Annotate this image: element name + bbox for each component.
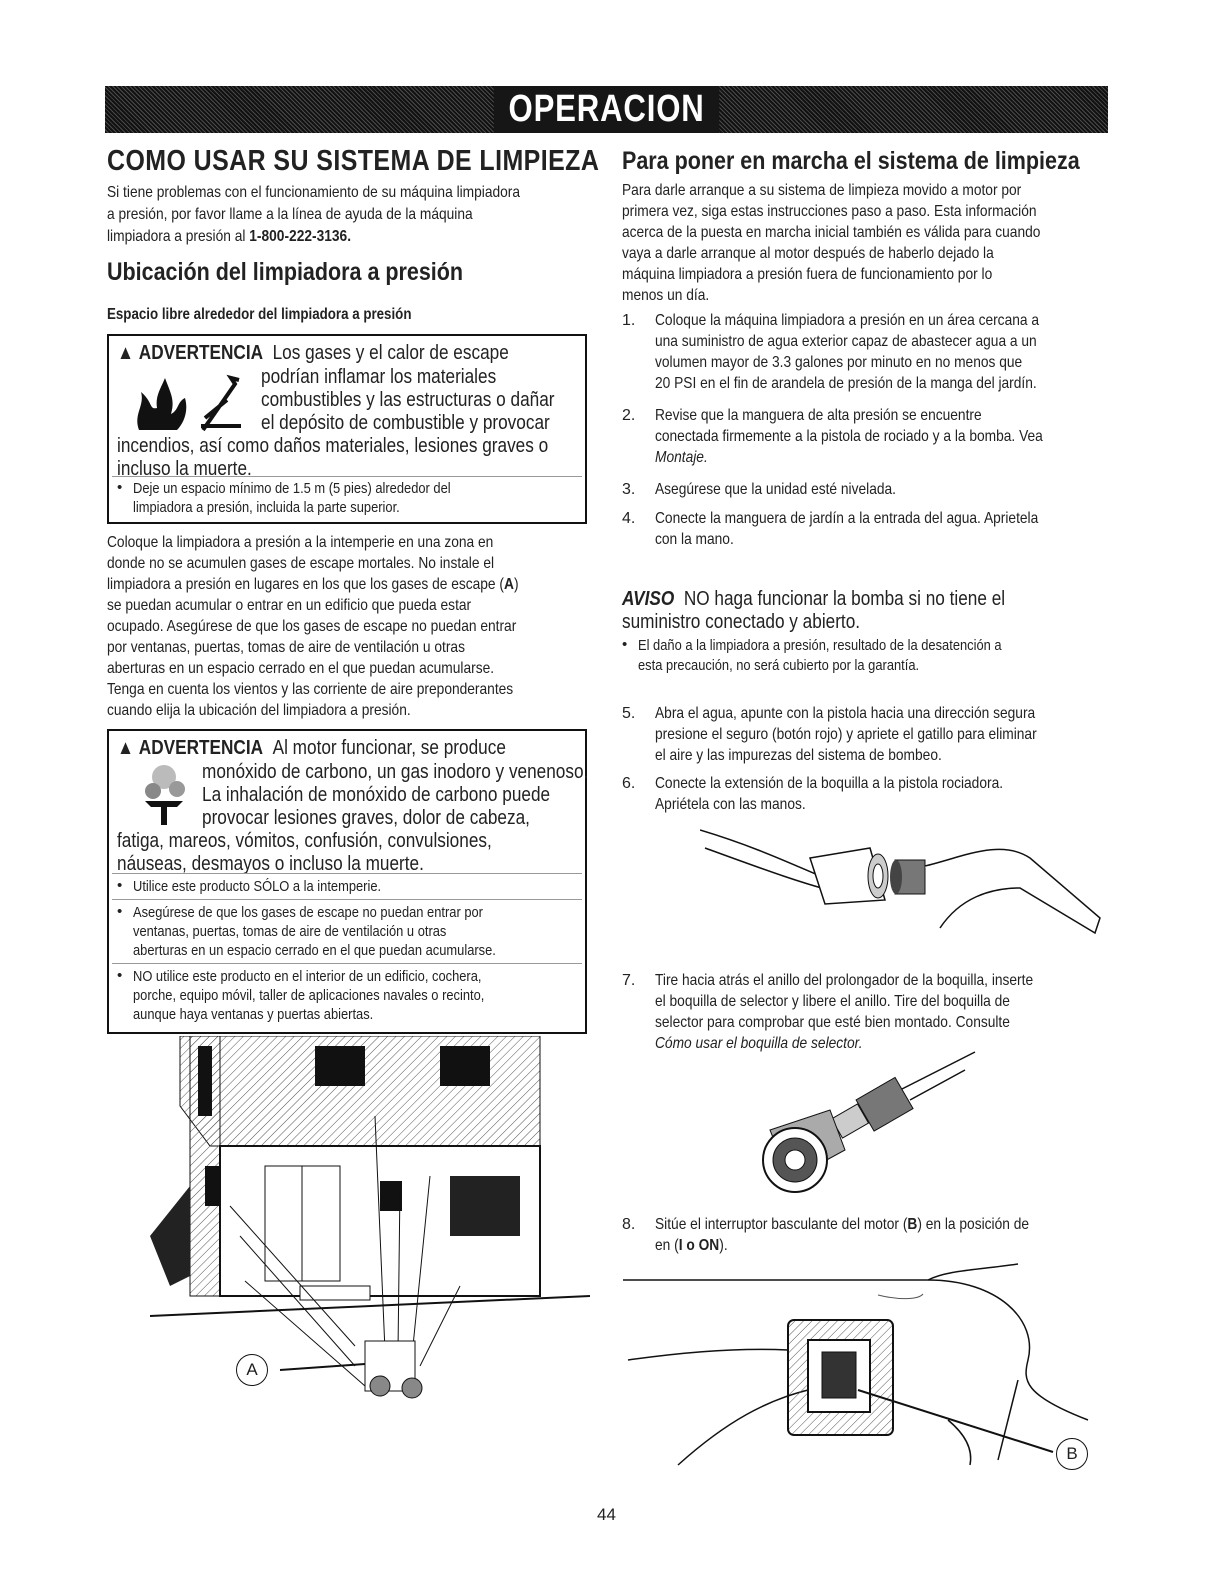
intro-line: máquina limpiadora a presión fuera de funcionamiento por lo [622, 266, 993, 283]
warning-box-carbon-monoxide [107, 729, 587, 1034]
warning-line-2: podrían inflamar los materiales [261, 366, 497, 388]
warning-bullet-line: aberturas en un espacio cerrado en el que puedan acumularse. [133, 942, 496, 959]
step-reference: Montaje. [655, 449, 708, 466]
warning-label: ADVERTENCIA [138, 342, 264, 364]
bullet-icon: • [117, 967, 123, 984]
main-title: COMO USAR SU SISTEMA DE LIMPIEZA [107, 145, 600, 177]
step-line: Abra el agua, apunte con la pistola hacia una dirección segura [655, 705, 1036, 722]
step-number: 2. [622, 407, 636, 424]
step-line: Apriételа con las manos. [655, 796, 806, 813]
warning-bullet-line: aunque haya ventanas y puertas abiertas. [133, 1006, 374, 1023]
step-line: Asegúrese que la unidad esté nivelada. [655, 481, 896, 498]
intro-line: acerca de la puesta en marcha inicial también es válida para cuando [622, 224, 1041, 241]
bullet-icon: • [117, 479, 123, 496]
step-line: el boquilla de selector y libere el anillo. Tire del boquilla de [655, 993, 1010, 1010]
notice-line-1: AVISO NO haga funcionar la bomba si no tiene el [622, 588, 1006, 610]
warning-line-5: fatiga, mareos, vómitos, confusión, convulsiones, [117, 830, 492, 852]
step-line: 20 PSI en el fin de arandela de presión de la manga del jardín. [655, 375, 1037, 392]
intro-line-1: Si tiene problemas con el funcionamiento de su máquina limpiadora [107, 184, 521, 201]
warning-bullet-line: Deje un espacio mínimo de 1.5 m (5 pies) alrededor del [133, 480, 451, 497]
warning-line-6: incluso la muerte. [117, 458, 252, 480]
body-line: ocupado. Asegúrese de que los gases de escape no puedan entrar [107, 618, 517, 635]
subsection-title-clearance: Espacio libre alrededor del limpiadora a presión [107, 306, 412, 323]
intro-line-2: a presión, por favor llame a la línea de ayuda de la máquina [107, 206, 473, 223]
warning-bullet-line: limpiadora a presión, incluida la parte superior. [133, 499, 400, 516]
section-banner [105, 86, 1108, 133]
step-number: 3. [622, 481, 636, 498]
warning-bullet-line: Utilice este producto SÓLO a la intemperie. [133, 878, 382, 895]
helpline-phone: 1-800-222-3136. [249, 228, 352, 245]
divider [112, 873, 582, 874]
selector-nozzle-illustration [750, 1050, 985, 1200]
step-number: 8. [622, 1216, 636, 1233]
house-clearance-illustration [150, 1036, 590, 1406]
toxic-fumes-icon [131, 765, 197, 827]
ref-letter: A [503, 576, 514, 593]
step-number: 7. [622, 972, 636, 989]
body-line: Coloque la limpiadora a presión a la intemperie en una zona en [107, 534, 494, 551]
intro-line: vaya a darle arranque al motor después de haberlo dejado la [622, 245, 994, 262]
body-line: Tenga en cuenta los vientos y las corriente de aire preponderantes [107, 681, 514, 698]
step-line: Coloque la máquina limpiadora a presión en un área cercana a [655, 312, 1040, 329]
notice-line-2: suministro conectado y abierto. [622, 611, 861, 633]
step-reference: Cómo usar el boquilla de selector. [655, 1035, 863, 1052]
nozzle-extension-illustration [700, 818, 1105, 958]
notice-label: AVISO [622, 588, 675, 610]
step-line: el aire y las impurezas del sistema de bombeo. [655, 747, 942, 764]
section-title-start: Para poner en marcha el sistema de limpieza [622, 147, 1080, 175]
step-number: 6. [622, 775, 636, 792]
warning-line-6: náuseas, desmayos o incluso la muerte. [117, 853, 424, 875]
step-line: volumen mayor de 3.3 galones por minuto en no menos que [655, 354, 1023, 371]
warning-line-5: incendios, así como daños materiales, lesiones graves o [117, 435, 549, 457]
step-number: 4. [622, 510, 636, 527]
warning-line-1: ▲ ADVERTENCIA Los gases y el calor de escape [117, 342, 509, 364]
intro-line: menos un día. [622, 287, 710, 304]
body-line: aberturas en un espacio cerrado en el que puedan acumularse. [107, 660, 495, 677]
notice-bullet-line: El daño a la limpiadora a presión, resultado de la desatención a [638, 637, 1002, 654]
warning-bullet-line: porche, equipo móvil, taller de aplicaciones navales o recinto, [133, 987, 485, 1004]
rocker-switch-illustration [618, 1260, 1103, 1475]
body-line: cuando elija la ubicación del limpiadora a presión. [107, 702, 411, 719]
step-line: Conecte la extensión de la boquilla a la pistola rociadora. [655, 775, 1004, 792]
bullet-icon: • [622, 636, 628, 653]
step-line: Sitúe el interruptor basculante del motor (B) en la posición de [655, 1216, 1030, 1233]
step-line: con la mano. [655, 531, 734, 548]
banner-title: OPERACION [494, 86, 720, 133]
fire-hazard-icon [131, 374, 246, 432]
body-line: limpiadora a presión en lugares en los que los gases de escape (A) [107, 576, 519, 593]
intro-line: Para darle arranque a su sistema de limpieza movido a motor por [622, 182, 1022, 199]
bullet-icon: • [117, 903, 123, 920]
divider [112, 476, 582, 477]
switch-position: I o ON [678, 1237, 720, 1254]
body-line: por ventanas, puertas, tomas de aire de ventilación u otras [107, 639, 465, 656]
body-line: donde no se acumulen gases de escape mortales. No instale el [107, 555, 495, 572]
step-line: Revise que la manguera de alta presión se encuentre [655, 407, 982, 424]
bullet-icon: • [117, 877, 123, 894]
warning-line-1: ▲ ADVERTENCIA Al motor funcionar, se produce [117, 737, 506, 759]
divider [112, 899, 582, 900]
warning-line-3: combustibles y las estructuras o dañar [261, 389, 555, 411]
warning-triangle-icon: ▲ [117, 342, 135, 364]
warning-line-4: el depósito de combustible y provocar [261, 412, 550, 434]
step-number: 1. [622, 312, 636, 329]
warning-line-3: La inhalación de monóxido de carbono puede [202, 784, 551, 806]
intro-line-3: limpiadora a presión al 1-800-222-3136. [107, 228, 352, 245]
warning-box-fire [107, 334, 587, 524]
warning-bullet-line: Asegúrese de que los gases de escape no puedan entrar por [133, 904, 483, 921]
warning-line-2: monóxido de carbono, un gas inodoro y venenoso. [202, 761, 589, 783]
page-number: 44 [597, 1505, 616, 1524]
step-line: Conecte la manguera de jardín a la entrada del agua. Aprietela [655, 510, 1039, 527]
step-line: en (I o ON). [655, 1237, 728, 1254]
body-line: se puedan acumular o entrar en un edificio que pueda estar [107, 597, 472, 614]
step-line: Tire hacia atrás el anillo del prolongador de la boquilla, inserte [655, 972, 1034, 989]
section-title-location: Ubicación del limpiadora a presión [107, 258, 464, 286]
warning-label: ADVERTENCIA [138, 737, 264, 759]
notice-bullet-line: esta precaución, no será cubierto por la garantía. [638, 657, 920, 674]
warning-bullet-line: NO utilice este producto en el interior de un edificio, cochera, [133, 968, 482, 985]
figure-label-a: A [236, 1354, 268, 1386]
ref-letter: B [907, 1216, 918, 1233]
step-line: presione el seguro (botón rojo) y apriete el gatillo para eliminar [655, 726, 1037, 743]
warning-bullet-line: ventanas, puertas, tomas de aire de ventilación u otras [133, 923, 447, 940]
step-number: 5. [622, 705, 636, 722]
warning-line-4: provocar lesiones graves, dolor de cabeza, [202, 807, 530, 829]
divider [112, 963, 582, 964]
figure-label-b: B [1056, 1438, 1088, 1470]
step-line: una suministro de agua exterior capaz de abastecer agua a un [655, 333, 1037, 350]
warning-triangle-icon: ▲ [117, 737, 135, 759]
step-line: conectada firmemente a la pistola de rociado y a la bomba. Vea [655, 428, 1043, 445]
intro-line: primera vez, siga estas instrucciones paso a paso. Esta información [622, 203, 1037, 220]
step-line: selector para comprobar que esté bien montado. Consulte [655, 1014, 1010, 1031]
